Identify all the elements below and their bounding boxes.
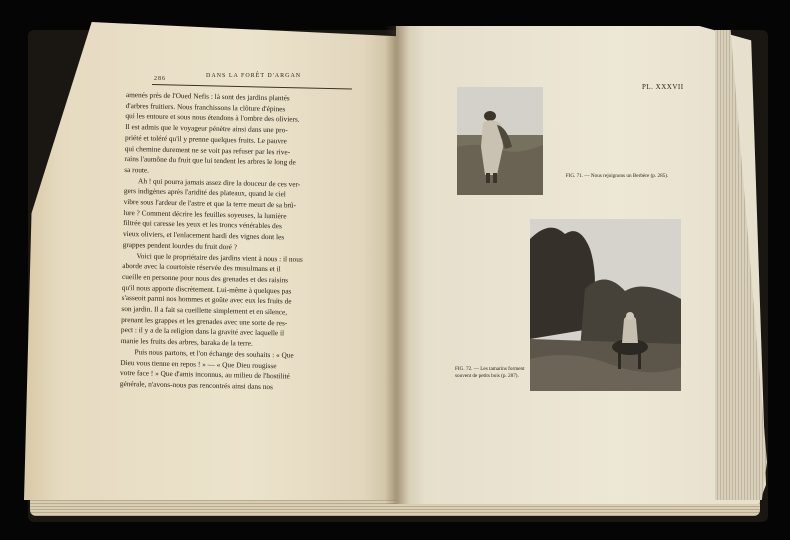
plate-label: PL. XXXVII	[642, 83, 684, 91]
text-line: manie les fruits des arbres, baraka de la terre.	[120, 336, 253, 348]
text-line: générale, n'avons-nous pas rencontrés ainsi dans nos	[119, 378, 274, 392]
text-line: votre face ! » Que d'amis inconnus, au milieu de l'hostilité	[119, 368, 290, 381]
text-line: filtrée qui caresse les yeux et les troncs vénérables des	[123, 218, 282, 231]
text-line: vieux oliviers, et l'enlacement hardi des vignes dont les	[122, 229, 285, 242]
text-line: lure ? Comment décrire les feuilles soyeuses, la lumière	[123, 207, 287, 221]
figure-caption: FIG. 71. — Nous rejoignons un Berbère (p. 285).	[565, 173, 669, 179]
text-line: son jardin. Il a fait sa cueillette simplement et en silence,	[121, 304, 288, 317]
text-line: amenés près de l'Oued Nefis : là sont des jardins plantés	[125, 90, 290, 103]
text-line: pect : il y a de la religion dans la gravité avec laquelle il	[120, 325, 285, 338]
text-line: cueille en personne pour nous des grenades et des raisins	[122, 271, 289, 285]
running-head: DANS LA FORÊT D'ARGAN	[206, 73, 302, 79]
book-gutter	[385, 26, 409, 504]
text-line: qui chemine durement ne se voit pas refuser par les rive-	[124, 143, 291, 156]
text-line: priété et toléré qu'il y prenne quelques fruits. Le pauvre	[124, 132, 287, 146]
rider-under-trees-photo	[530, 219, 681, 391]
text-line: Dieu vous tienne en repos ! » — « Que Dieu rougisse	[120, 357, 277, 370]
text-line: Il est admis que le voyageur pénètre ainsi dans une pro-	[125, 122, 288, 135]
text-line: Puis nous partons, et l'on échange des souhaits : « Que	[134, 347, 294, 360]
text-line: d'arbres fruitiers. Nous franchissons la clôture d'épines	[125, 100, 286, 114]
text-line: grappes pendent lourdes du fruit doré ?	[122, 239, 238, 252]
text-line: aborde avec la courtoisie réservée des musulmans et il	[122, 261, 281, 274]
text-line: s'asseoit parmi nos hommes et goûte avec eux les fruits de	[121, 293, 292, 306]
text-line: sa route.	[124, 164, 150, 175]
page-number: 286	[154, 76, 166, 82]
text-line: qu'il nous apporte discrètement. Lui-même à quelques pas	[121, 282, 292, 296]
text-line: rains l'aumône du fruit que lui tendent les arbres le long de	[124, 154, 296, 167]
text-line: vibre sous l'ardeur de l'astre et que la terre meurt de sa brû-	[123, 197, 297, 210]
figure-caption: FIG. 72. — Les tamarins forment souvent de petits bois (p. 287).	[455, 366, 525, 379]
text-line: Ah ! qui pourra jamais assez dire la douceur de ces ver-	[138, 175, 301, 189]
text-line: gers indigènes après l'aridité des plateaux, quand le ciel	[123, 186, 286, 199]
left-page-text	[120, 90, 354, 394]
standing-man-photo	[457, 87, 543, 195]
text-line: prenant les grappes et les grenades avec une sorte de res-	[121, 314, 288, 328]
text-line: qui les entoure et sous nous étendons à l'ombre des oliviers.	[125, 111, 300, 125]
text-line: Voici que le propriétaire des jardins vient à nous : il nous	[136, 250, 303, 264]
